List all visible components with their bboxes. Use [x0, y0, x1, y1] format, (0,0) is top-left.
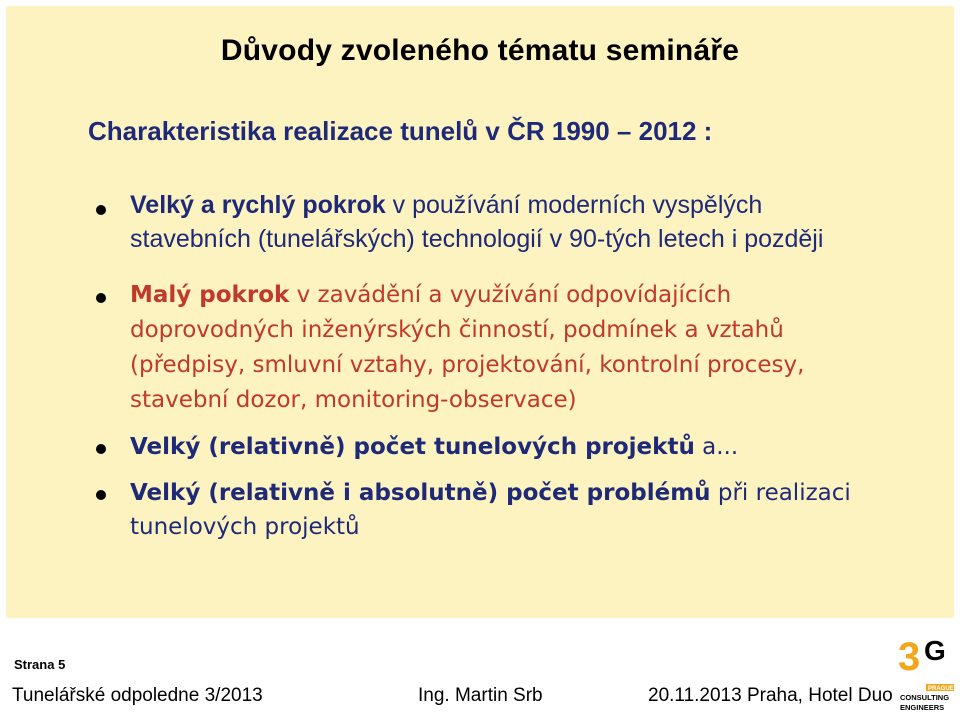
bullet-text: a...	[694, 434, 739, 460]
slide-subtitle: Charakteristika realizace tunelů v ČR 1990 – 2012 :	[88, 116, 713, 146]
bullet-emphasis: Malý pokrok	[130, 282, 290, 308]
logo-city: PRAGUE	[928, 686, 954, 692]
logo-line1: CONSULTING	[900, 693, 950, 702]
footer-date-place: 20.11.2013 Praha, Hotel Duo	[648, 685, 893, 706]
bullet-dot-icon	[96, 205, 106, 215]
slide-title: Důvody zvoleného tématu semináře	[220, 34, 740, 67]
bullet-item	[90, 476, 890, 544]
bullet-item	[90, 430, 890, 464]
bullet-dot-icon	[96, 293, 106, 303]
bullet-list	[90, 188, 890, 544]
page-number: Strana 5	[14, 657, 66, 672]
logo-line2: ENGINEERS	[900, 703, 945, 712]
bullet-text: při realizaci tunelových projektů	[130, 480, 851, 540]
bullet-emphasis: Velký (relativně) počet tunelových projektů	[130, 434, 695, 460]
bullet-item	[90, 278, 890, 418]
footer-author: Ing. Martin Srb	[418, 685, 543, 706]
bullet-emphasis: Velký (relativně i absolutně) počet problémů	[130, 480, 711, 506]
footer-event: Tunelářské odpoledne 3/2013	[12, 685, 263, 706]
bullet-emphasis: Velký a rychlý pokrok	[130, 191, 386, 219]
bullet-dot-icon	[96, 490, 106, 500]
logo-mark-3: 3	[898, 635, 921, 679]
logo-mark-g: G	[924, 635, 946, 666]
bullet-item	[90, 188, 890, 256]
bullet-text: v používání moderních vyspělých stavebních (tunelářských) technologií v 90-tých letech i později	[130, 191, 824, 253]
bullet-dot-icon	[96, 444, 106, 454]
company-logo	[896, 630, 956, 714]
bullet-text: v zavádění a využívání odpovídajících doprovodných inženýrských činností, podmínek a vztahů (předpisy, smluvní vztahy, projektování, kontrolní procesy, stavební dozor, monitoring-observace)	[130, 282, 805, 413]
